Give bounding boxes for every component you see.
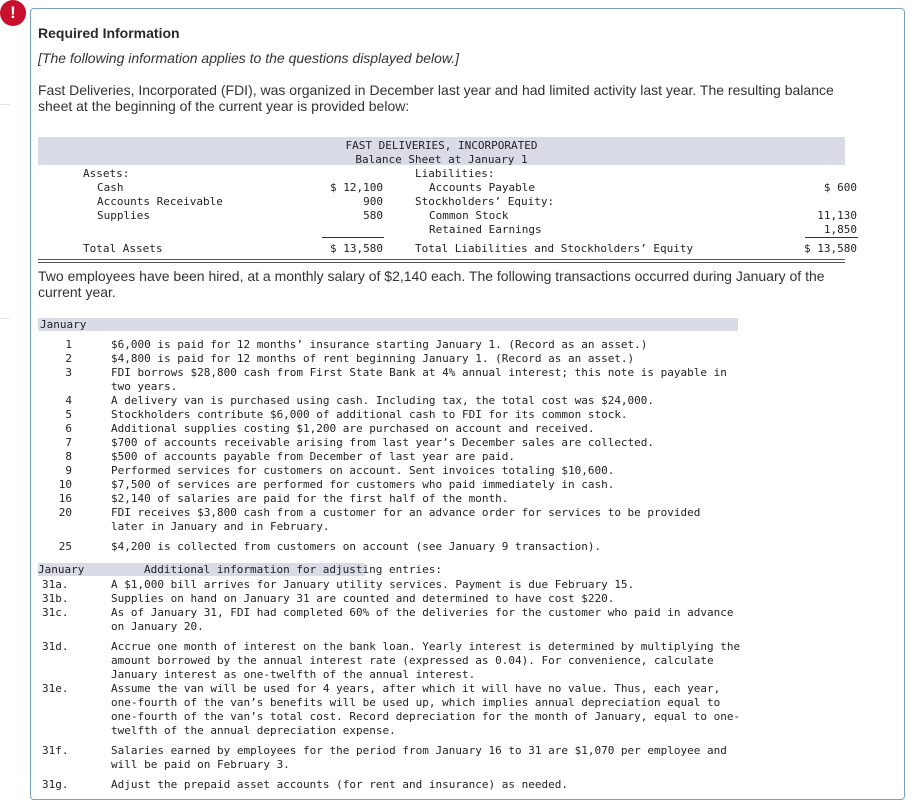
retained-earnings-label: Retained Earnings: [429, 223, 542, 236]
adjustment-row-text: will be paid on February 3.: [111, 758, 290, 771]
transaction-row-date: 16: [58, 492, 72, 505]
transaction-row-date: 1: [65, 338, 72, 351]
adjustments-title: Additional information for adjusting entries:: [144, 563, 443, 576]
adjustment-row-date: 31a.: [42, 578, 69, 591]
total-assets-label: Total Assets: [83, 242, 163, 255]
total-le-label: Total Liabilities and Stockholders’ Equity: [415, 242, 694, 255]
employees-paragraph: Two employees have been hired, at a monthly salary of $2,140 each. The following transactions occurred during January of the current year.: [38, 268, 825, 300]
adjustment-row-text: one-fourth of the van’s total cost. Record depreciation for the month of January, equal to one-: [111, 710, 741, 723]
transaction-row-date: 20: [58, 506, 72, 519]
se-label: Stockholders’ Equity:: [415, 195, 555, 208]
transaction-row-date: 9: [65, 464, 72, 477]
total-assets-value: $ 13,580: [330, 242, 383, 255]
transaction-row-date: 6: [65, 422, 72, 435]
transaction-row-date: 10: [58, 478, 72, 491]
adjustment-row-text: on January 20.: [111, 620, 204, 633]
transaction-row: [38, 366, 778, 394]
adjustments-list: [38, 578, 788, 792]
common-stock-label: Common Stock: [429, 209, 509, 222]
transaction-row: [38, 450, 778, 464]
supplies-value: 580: [363, 209, 383, 222]
adjustment-row: [38, 682, 788, 738]
company-name: FAST DELIVERIES, INCORPORATED: [345, 139, 538, 152]
adjustment-row-date: 31c.: [42, 606, 69, 619]
ar-label: Accounts Receivable: [97, 195, 223, 208]
transaction-row-date: 5: [65, 408, 72, 421]
transaction-row-text: Additional supplies costing $1,200 are purchased on account and received.: [111, 422, 595, 435]
balance-sheet-header: [38, 137, 845, 165]
transaction-row-text: $4,800 is paid for 12 months of rent beginning January 1. (Record as an asset.): [111, 352, 635, 365]
required-info-title: Required Information: [38, 25, 180, 41]
transaction-row-date: 8: [65, 450, 72, 463]
transaction-row: [38, 540, 778, 554]
adjustment-row-date: 31e.: [42, 682, 69, 695]
adjustment-row-text: amount borrowed by the annual interest rate (expressed as 0.04). For convenience, calculate: [111, 654, 714, 667]
transaction-row-text: $7,500 of services are performed for customers who paid immediately in cash.: [111, 478, 615, 491]
alert-icon: !: [0, 0, 26, 26]
adjustment-row: [38, 778, 788, 792]
common-stock-value: 11,130: [817, 209, 857, 222]
transactions-header: [38, 318, 738, 331]
intro-paragraph: Fast Deliveries, Incorporated (FDI), was organized in December last year and had limited activity last year. The resulting balance sheet at the beginning of the current year is provided below:: [38, 82, 834, 114]
adjustment-row-text: Assume the van will be used for 4 years, after which it will have no value. Thus, each year,: [111, 682, 721, 695]
ap-label: Accounts Payable: [429, 181, 535, 194]
equity-underline: [805, 237, 858, 238]
cash-value: $ 12,100: [330, 181, 383, 194]
adjustment-row-text: A $1,000 bill arrives for January utility services. Payment is due February 15.: [111, 578, 635, 591]
transaction-row-text: FDI borrows $28,800 cash from First State Bank at 4% annual interest; this note is payable in: [111, 366, 727, 379]
transaction-row-date: 3: [65, 366, 72, 379]
transaction-row-text: $6,000 is paid for 12 months’ insurance starting January 1. (Record as an asset.): [111, 338, 648, 351]
adjustment-row-text: Adjust the prepaid asset accounts (for rent and insurance) as needed.: [111, 778, 568, 791]
transaction-row: [38, 492, 778, 506]
transaction-row-text: $700 of accounts receivable arising from last year’s December sales are collected.: [111, 436, 655, 449]
assets-underline: [322, 237, 384, 238]
transaction-row: [38, 436, 778, 450]
transaction-row-text: $500 of accounts payable from December of last year are paid.: [111, 450, 515, 463]
adjustment-row: [38, 578, 788, 592]
transaction-row-date: 4: [65, 394, 72, 407]
adjustment-row-text: Supplies on hand on January 31 are counted and determined to have cost $220.: [111, 592, 615, 605]
adjustment-row-text: one-fourth of the van’s benefits will be used up, which implies annual depreciation equal to: [111, 696, 721, 709]
total-le-value: $ 13,580: [804, 242, 857, 255]
adjustment-row-text: Salaries earned by employees for the period from January 16 to 31 are $1,070 per employee and: [111, 744, 727, 757]
balance-sheet-title: Balance Sheet at January 1: [355, 153, 528, 166]
adjustment-row: [38, 744, 788, 772]
transaction-row-text: Stockholders contribute $6,000 of additional cash to FDI for its common stock.: [111, 408, 628, 421]
gutter-divider: [0, 104, 10, 105]
cash-label: Cash: [97, 181, 124, 194]
transaction-row: [38, 338, 778, 352]
adjustment-row-date: 31f.: [42, 744, 69, 757]
adjustment-row-text: Accrue one month of interest on the bank loan. Yearly interest is determined by multiplying the: [111, 640, 741, 653]
transaction-row-text: two years.: [111, 380, 178, 393]
adjustment-row-date: 31b.: [42, 592, 69, 605]
transaction-row: [38, 408, 778, 422]
transaction-row: [38, 352, 778, 366]
adjustment-row-date: 31d.: [42, 640, 69, 653]
adjustment-row-text: January interest as one-twelfth of the annual interest.: [111, 668, 476, 681]
transaction-row-text: later in January and in February.: [111, 520, 330, 533]
transaction-row-date: 25: [58, 540, 72, 553]
left-gutter: [0, 0, 10, 807]
balance-sheet-bottom-rule: [38, 259, 845, 263]
transactions-list: [38, 338, 778, 554]
adjustment-row: [38, 592, 788, 606]
gutter-divider: [0, 318, 10, 319]
liabilities-label: Liabilities:: [415, 167, 495, 180]
transaction-row: [38, 478, 778, 492]
transaction-row: [38, 506, 778, 534]
supplies-label: Supplies: [97, 209, 150, 222]
transaction-row-text: $4,200 is collected from customers on account (see January 9 transaction).: [111, 540, 602, 553]
ar-value: 900: [363, 195, 383, 208]
adjustment-row: [38, 606, 788, 634]
transaction-row: [38, 422, 778, 436]
transaction-row: [38, 394, 778, 408]
transaction-row: [38, 464, 778, 478]
transaction-row-text: $2,140 of salaries are paid for the first half of the month.: [111, 492, 509, 505]
transactions-month: January: [40, 318, 87, 331]
retained-earnings-value: 1,850: [823, 223, 857, 236]
adjustment-row-text: As of January 31, FDI had completed 60% of the deliveries for the customer who paid in advance: [111, 606, 734, 619]
transaction-row-text: A delivery van is purchased using cash. Including tax, the total cost was $24,000.: [111, 394, 655, 407]
adjustment-row: [38, 640, 788, 682]
transaction-row-text: Performed services for customers on account. Sent invoices totaling $10,600.: [111, 464, 615, 477]
assets-label: Assets:: [83, 167, 130, 180]
transaction-row-date: 7: [65, 436, 72, 449]
adjustment-row-date: 31g.: [42, 778, 69, 791]
ap-value: $ 600: [823, 181, 857, 194]
transaction-row-date: 2: [65, 352, 72, 365]
required-info-note: [The following information applies to the questions displayed below.]: [38, 50, 460, 66]
adjustments-header: [38, 563, 443, 576]
adjustment-row-text: twelfth of the annual depreciation expense.: [111, 724, 396, 737]
transaction-row-text: FDI receives $3,800 cash from a customer for an advance order for services to be provided: [111, 506, 701, 519]
adjustments-month: January: [38, 563, 85, 576]
